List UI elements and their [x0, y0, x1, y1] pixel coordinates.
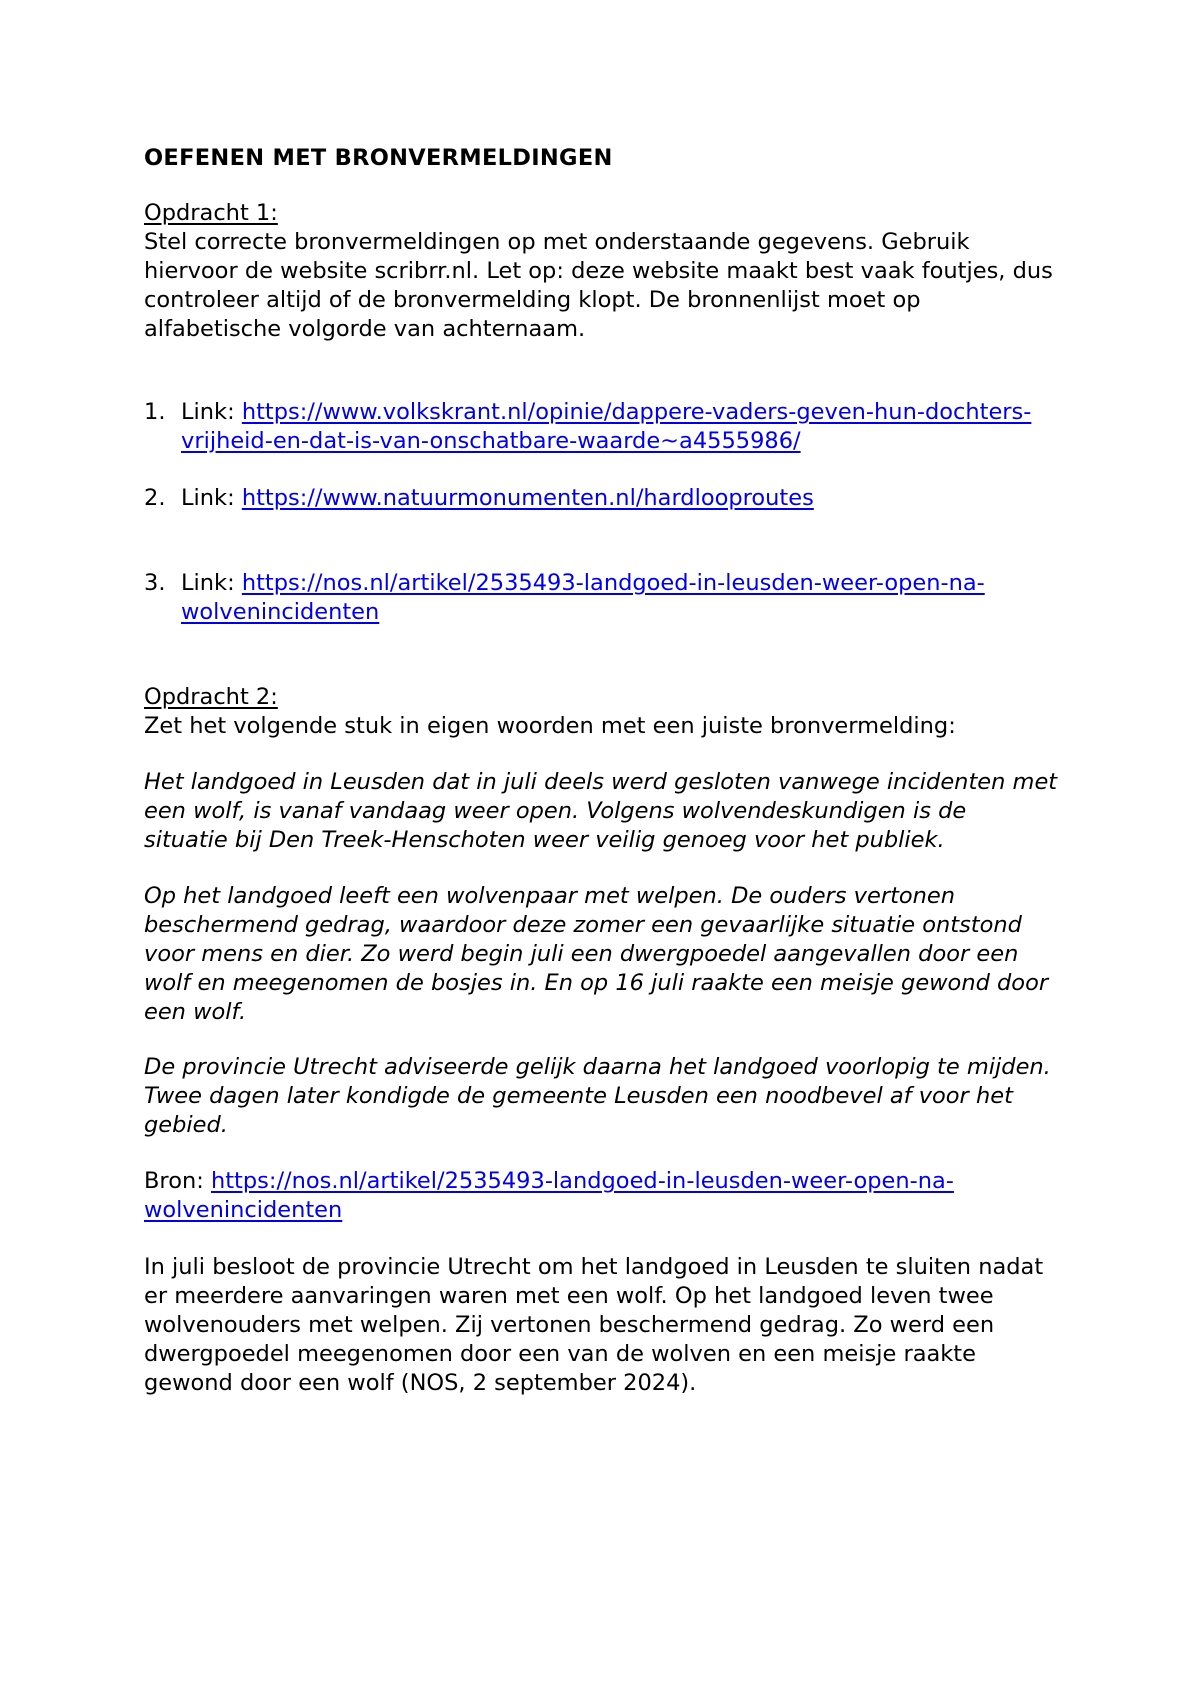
- list-item-2: [144, 484, 1144, 513]
- nos-link[interactable]: https://nos.nl/artikel/2535493-landgoed-in-leusden-weer-open-na- wolvenincidenten: [181, 570, 985, 625]
- answer-line: In juli besloot de provincie Utrecht om het landgoed in Leusden te sluiten nadat: [144, 1254, 1044, 1280]
- natuurmonumenten-link[interactable]: https://www.natuurmonumenten.nl/hardlooproutes: [241, 485, 814, 511]
- answer-line: er meerdere aanvaringen waren met een wolf. Op het landgoed leven twee: [144, 1283, 994, 1309]
- quote-paragraph-1: [144, 768, 1144, 855]
- document-title: OEFENEN MET BRONVERMELDINGEN: [144, 145, 613, 171]
- instruction-line: hiervoor de website scribrr.nl. Let op: deze website maakt best vaak foutjes, dus: [144, 258, 1053, 284]
- opdracht2-heading: Opdracht 2:: [144, 684, 278, 710]
- link-label: Link:: [181, 485, 242, 511]
- answer-line: wolvenouders met welpen. Zij vertonen beschermend gedrag. Zo werd een: [144, 1312, 995, 1338]
- quote-line: Op het landgoed leeft een wolvenpaar met welpen. De ouders vertonen: [144, 883, 956, 909]
- quote-line: Het landgoed in Leusden dat in juli deels werd gesloten vanwege incidenten met: [144, 769, 1058, 795]
- opdracht1-instruction: [144, 228, 1144, 344]
- instruction-line: alfabetische volgorde van achternaam.: [144, 316, 586, 342]
- opdracht2-instruction: Zet het volgende stuk in eigen woorden met een juiste bronvermelding:: [144, 713, 956, 739]
- quote-line: voor mens en dier. Zo werd begin juli een dwergpoedel aangevallen door een: [144, 941, 1019, 967]
- opdracht1-heading: Opdracht 1:: [144, 200, 278, 226]
- volkskrant-link[interactable]: https://www.volkskrant.nl/opinie/dappere-vaders-geven-hun-dochters- vrijheid-en-dat-is-van-onschatbare-waarde~a4555986/: [181, 399, 1032, 454]
- list-number: 1.: [144, 399, 166, 425]
- answer-line: gewond door een wolf (NOS, 2 september 2024).: [144, 1370, 697, 1396]
- instruction-line: controleer altijd of de bronvermelding klopt. De bronnenlijst moet op: [144, 287, 921, 313]
- list-number: 2.: [144, 485, 166, 511]
- quote-line: gebied.: [144, 1112, 228, 1138]
- quote-line: een wolf, is vanaf vandaag weer open. Volgens wolvendeskundigen is de: [144, 798, 967, 824]
- quote-paragraph-2: [144, 882, 1144, 1027]
- source-citation: [144, 1167, 1144, 1225]
- quote-line: De provincie Utrecht adviseerde gelijk daarna het landgoed voorlopig te mijden.: [144, 1054, 1051, 1080]
- quote-paragraph-3: [144, 1053, 1144, 1140]
- opdracht1-section: [144, 199, 1144, 344]
- opdracht2-section: [144, 683, 1144, 741]
- list-number: 3.: [144, 570, 166, 596]
- list-item-1: [144, 398, 1144, 456]
- answer-line: dwergpoedel meegenomen door een van de wolven en een meisje raakte: [144, 1341, 976, 1367]
- quote-line: een wolf.: [144, 999, 247, 1025]
- link-label: Link:: [181, 399, 242, 425]
- document-page: [144, 0, 1144, 1696]
- answer-paragraph: [144, 1253, 1144, 1398]
- quote-line: situatie bij Den Treek-Henschoten weer veilig genoeg voor het publiek.: [144, 827, 945, 853]
- quote-line: wolf en meegenomen de bosjes in. En op 16 juli raakte een meisje gewond door: [144, 970, 1049, 996]
- instruction-line: Stel correcte bronvermeldingen op met onderstaande gegevens. Gebruik: [144, 229, 970, 255]
- quote-line: Twee dagen later kondigde de gemeente Leusden een noodbevel af voor het: [144, 1083, 1013, 1109]
- list-item-3: [144, 569, 1144, 627]
- quote-line: beschermend gedrag, waardoor deze zomer een gevaarlijke situatie ontstond: [144, 912, 1022, 938]
- nos-source-link[interactable]: https://nos.nl/artikel/2535493-landgoed-in-leusden-weer-open-na- wolvenincidenten: [144, 1168, 954, 1223]
- source-label: Bron:: [144, 1168, 211, 1194]
- link-label: Link:: [181, 570, 242, 596]
